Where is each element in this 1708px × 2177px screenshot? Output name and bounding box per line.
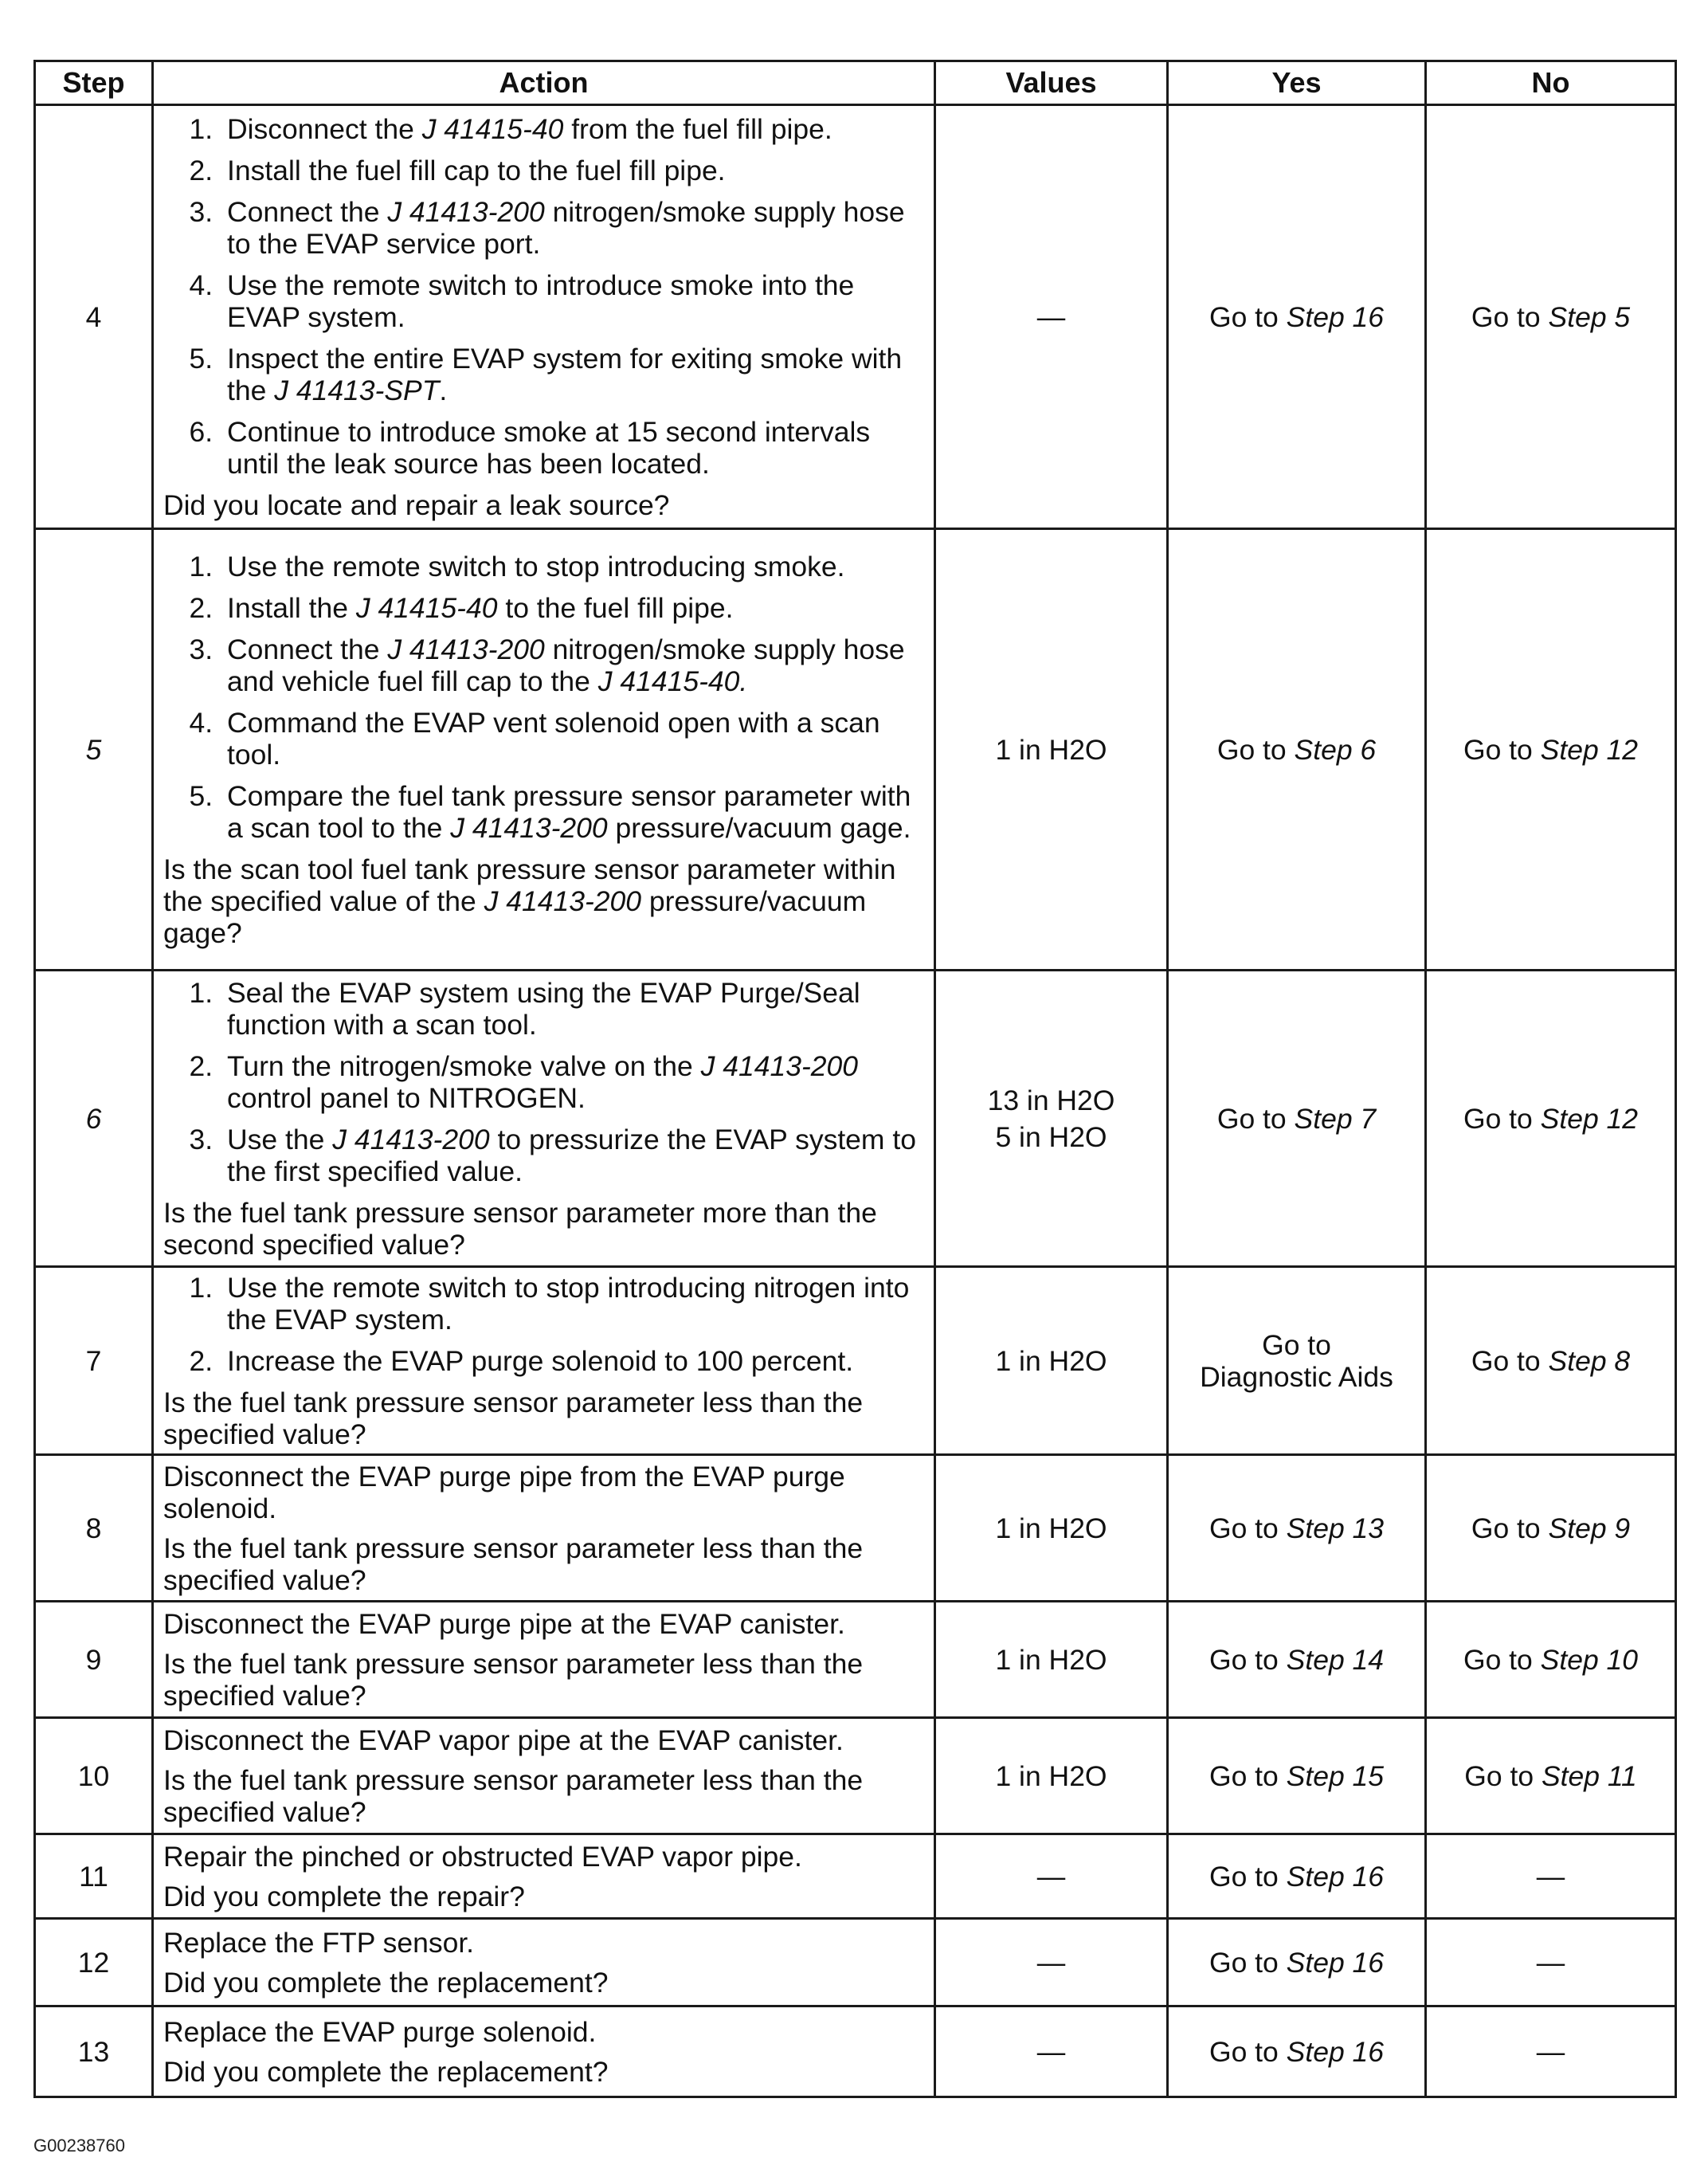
part-number-ref: J 41413-SPT bbox=[274, 374, 440, 406]
action-cell bbox=[153, 1602, 935, 1718]
diagnostic-table bbox=[33, 60, 1677, 2098]
step-number: 13 bbox=[35, 2006, 153, 2097]
part-number-ref: Step 5 bbox=[1548, 300, 1631, 333]
part-number-ref: J 41413-200 bbox=[387, 195, 545, 228]
action-cell bbox=[153, 1919, 935, 2006]
yes-cell: Go to Diagnostic Aids bbox=[1168, 1267, 1426, 1455]
no-cell: Go to Step 12 bbox=[1426, 529, 1676, 971]
action-step: 5. Compare the fuel tank pressure sensor parameter with a scan tool to the J 41413-200 pressure/vacuum gage. bbox=[221, 780, 924, 844]
part-number-ref: J 41415-40. bbox=[597, 665, 748, 697]
step-number: 12 bbox=[35, 1919, 153, 2006]
action-cell bbox=[153, 971, 935, 1267]
part-number-ref: Step 10 bbox=[1540, 1643, 1639, 1676]
action-question: Did you complete the replacement? bbox=[163, 2055, 609, 2088]
action-cell bbox=[153, 2006, 935, 2097]
part-number-ref: J 41413-200 bbox=[387, 633, 545, 665]
values-cell bbox=[935, 1267, 1168, 1455]
values-cell bbox=[935, 529, 1168, 971]
part-number-ref: Step 12 bbox=[1540, 1102, 1639, 1135]
yes-cell: Go to Step 13 bbox=[1168, 1455, 1426, 1602]
action-cell bbox=[153, 529, 935, 971]
action-cell bbox=[153, 1267, 935, 1455]
yes-cell: Go to Step 16 bbox=[1168, 105, 1426, 529]
step-number: 11 bbox=[35, 1834, 153, 1919]
action-question: Is the fuel tank pressure sensor parameter less than the specified value? bbox=[163, 1532, 864, 1596]
values-cell bbox=[935, 1834, 1168, 1919]
step-number: 8 bbox=[35, 1455, 153, 1602]
step-number: 10 bbox=[35, 1718, 153, 1834]
header-yes: Yes bbox=[1168, 61, 1426, 105]
values-cell bbox=[935, 1602, 1168, 1718]
action-cell bbox=[153, 1455, 935, 1602]
action-steps-list bbox=[163, 1272, 924, 1377]
values-cell bbox=[935, 1718, 1168, 1834]
part-number-ref: Step 15 bbox=[1286, 1759, 1385, 1792]
part-number-ref: Step 8 bbox=[1548, 1344, 1631, 1377]
values-cell bbox=[935, 2006, 1168, 2097]
action-step: 5. Inspect the entire EVAP system for exiting smoke with the J 41413-SPT. bbox=[221, 343, 924, 406]
action-cell bbox=[153, 105, 935, 529]
action-step: 3. Connect the J 41413-200 nitrogen/smoke supply hose and vehicle fuel fill cap to the J 41415-40. bbox=[221, 633, 924, 697]
yes-cell: Go to Step 16 bbox=[1168, 1919, 1426, 2006]
yes-cell: Go to Step 15 bbox=[1168, 1718, 1426, 1834]
action-step: 2. Install the fuel fill cap to the fuel fill pipe. bbox=[221, 155, 924, 186]
figure-id: G00238760 bbox=[33, 2136, 125, 2155]
part-number-ref: Step 7 bbox=[1294, 1102, 1377, 1135]
values-cell bbox=[935, 1919, 1168, 2006]
yes-cell: Go to Step 7 bbox=[1168, 971, 1426, 1267]
action-question: Is the fuel tank pressure sensor parameter less than the specified value? bbox=[163, 1647, 864, 1712]
action-step: 1. Use the remote switch to stop introducing nitrogen into the EVAP system. bbox=[221, 1272, 924, 1336]
action-question: Is the scan tool fuel tank pressure sensor parameter within the specified value of the J 41413-200 pressure/vacuum gage? bbox=[163, 853, 896, 949]
part-number-ref: J 41413-200 bbox=[700, 1049, 859, 1082]
action-question: Is the fuel tank pressure sensor parameter less than the specified value? bbox=[163, 1386, 864, 1450]
step-number: 4 bbox=[35, 105, 153, 529]
header-step: Step bbox=[35, 61, 153, 105]
table-row bbox=[35, 1718, 1676, 1834]
action-question: Did you complete the repair? bbox=[163, 1880, 525, 1912]
yes-cell: Go to Step 14 bbox=[1168, 1602, 1426, 1718]
part-number-ref: Step 16 bbox=[1286, 1860, 1385, 1893]
no-cell: Go to Step 10 bbox=[1426, 1602, 1676, 1718]
table-row bbox=[35, 1834, 1676, 1919]
value-text: — bbox=[1036, 300, 1066, 333]
step-number: 9 bbox=[35, 1602, 153, 1718]
action-step: 2. Install the J 41415-40 to the fuel fill pipe. bbox=[221, 592, 924, 624]
action-cell bbox=[153, 1718, 935, 1834]
table-row bbox=[35, 1919, 1676, 2006]
no-cell: Go to Step 9 bbox=[1426, 1455, 1676, 1602]
value-text: 13 in H2O bbox=[987, 1084, 1115, 1116]
value-text: 1 in H2O bbox=[995, 1643, 1107, 1676]
action-steps-list bbox=[163, 551, 924, 844]
action-step: 1. Seal the EVAP system using the EVAP Purge/Seal function with a scan tool. bbox=[221, 977, 924, 1041]
part-number-ref: Step 13 bbox=[1286, 1512, 1385, 1544]
action-question: Is the fuel tank pressure sensor parameter more than the second specified value? bbox=[163, 1196, 877, 1261]
action-text: Replace the FTP sensor. bbox=[163, 1926, 475, 1959]
part-number-ref: J 41415-40 bbox=[421, 112, 564, 145]
no-cell: — bbox=[1426, 1919, 1676, 2006]
header-no: No bbox=[1426, 61, 1676, 105]
action-text: Disconnect the EVAP purge pipe from the EVAP purge solenoid. bbox=[163, 1460, 845, 1524]
action-text: Disconnect the EVAP vapor pipe at the EVAP canister. bbox=[163, 1724, 844, 1756]
part-number-ref: J 41413-200 bbox=[332, 1123, 490, 1155]
action-step: 6. Continue to introduce smoke at 15 second intervals until the leak source has been located. bbox=[221, 416, 924, 480]
yes-cell: Go to Step 16 bbox=[1168, 2006, 1426, 2097]
step-number: 6 bbox=[35, 971, 153, 1267]
values-cell bbox=[935, 1455, 1168, 1602]
action-cell bbox=[153, 1834, 935, 1919]
table-row bbox=[35, 971, 1676, 1267]
value-text: 5 in H2O bbox=[995, 1120, 1107, 1153]
part-number-ref: Step 11 bbox=[1541, 1759, 1637, 1792]
value-text: 1 in H2O bbox=[995, 1759, 1107, 1792]
step-number: 5 bbox=[35, 529, 153, 971]
part-number-ref: J 41415-40 bbox=[355, 591, 498, 624]
header-row bbox=[35, 61, 1676, 105]
action-text: Replace the EVAP purge solenoid. bbox=[163, 2015, 597, 2048]
values-cell bbox=[935, 971, 1168, 1267]
part-number-ref: Step 14 bbox=[1286, 1643, 1385, 1676]
action-step: 1. Use the remote switch to stop introducing smoke. bbox=[221, 551, 924, 582]
values-cell bbox=[935, 105, 1168, 529]
action-question: Did you locate and repair a leak source? bbox=[163, 488, 670, 521]
action-step: 1. Disconnect the J 41415-40 from the fuel fill pipe. bbox=[221, 113, 924, 145]
no-cell: Go to Step 11 bbox=[1426, 1718, 1676, 1834]
action-question: Is the fuel tank pressure sensor parameter less than the specified value? bbox=[163, 1763, 864, 1828]
part-number-ref: Step 16 bbox=[1286, 1946, 1385, 1979]
yes-cell: Go to Step 16 bbox=[1168, 1834, 1426, 1919]
table-body bbox=[35, 105, 1676, 2097]
action-step: 3. Connect the J 41413-200 nitrogen/smoke supply hose to the EVAP service port. bbox=[221, 196, 924, 260]
step-number: 7 bbox=[35, 1267, 153, 1455]
action-step: 2. Turn the nitrogen/smoke valve on the J 41413-200 control panel to NITROGEN. bbox=[221, 1050, 924, 1114]
no-cell: Go to Step 8 bbox=[1426, 1267, 1676, 1455]
action-question: Did you complete the replacement? bbox=[163, 1966, 609, 1999]
part-number-ref: J 41413-200 bbox=[484, 885, 641, 917]
header-values: Values bbox=[935, 61, 1168, 105]
table-row bbox=[35, 529, 1676, 971]
action-step: 4. Use the remote switch to introduce smoke into the EVAP system. bbox=[221, 269, 924, 333]
action-step: 4. Command the EVAP vent solenoid open with a scan tool. bbox=[221, 707, 924, 771]
yes-cell: Go to Step 6 bbox=[1168, 529, 1426, 971]
table-row bbox=[35, 1455, 1676, 1602]
part-number-ref: Step 16 bbox=[1286, 2035, 1385, 2068]
value-text: 1 in H2O bbox=[995, 733, 1107, 766]
value-text: 1 in H2O bbox=[995, 1512, 1107, 1544]
header-action: Action bbox=[153, 61, 935, 105]
table-row bbox=[35, 1602, 1676, 1718]
action-steps-list bbox=[163, 113, 924, 480]
value-text: — bbox=[1036, 1946, 1066, 1979]
part-number-ref: Step 9 bbox=[1548, 1512, 1631, 1544]
table-row bbox=[35, 2006, 1676, 2097]
action-steps-list bbox=[163, 977, 924, 1187]
action-step: 3. Use the J 41413-200 to pressurize the EVAP system to the first specified value. bbox=[221, 1124, 924, 1187]
action-step: 2. Increase the EVAP purge solenoid to 100 percent. bbox=[221, 1345, 924, 1377]
value-text: — bbox=[1036, 1860, 1066, 1893]
part-number-ref: Step 6 bbox=[1294, 733, 1377, 766]
value-text: — bbox=[1036, 2035, 1066, 2068]
table-row bbox=[35, 1267, 1676, 1455]
part-number-ref: Step 12 bbox=[1540, 733, 1639, 766]
no-cell: Go to Step 5 bbox=[1426, 105, 1676, 529]
no-cell: Go to Step 12 bbox=[1426, 971, 1676, 1267]
part-number-ref: J 41413-200 bbox=[450, 811, 608, 844]
table-row bbox=[35, 105, 1676, 529]
action-text: Disconnect the EVAP purge pipe at the EVAP canister. bbox=[163, 1607, 845, 1640]
no-cell: — bbox=[1426, 2006, 1676, 2097]
no-cell: — bbox=[1426, 1834, 1676, 1919]
value-text: 1 in H2O bbox=[995, 1344, 1107, 1377]
part-number-ref: Step 16 bbox=[1286, 300, 1385, 333]
action-text: Repair the pinched or obstructed EVAP vapor pipe. bbox=[163, 1840, 802, 1873]
